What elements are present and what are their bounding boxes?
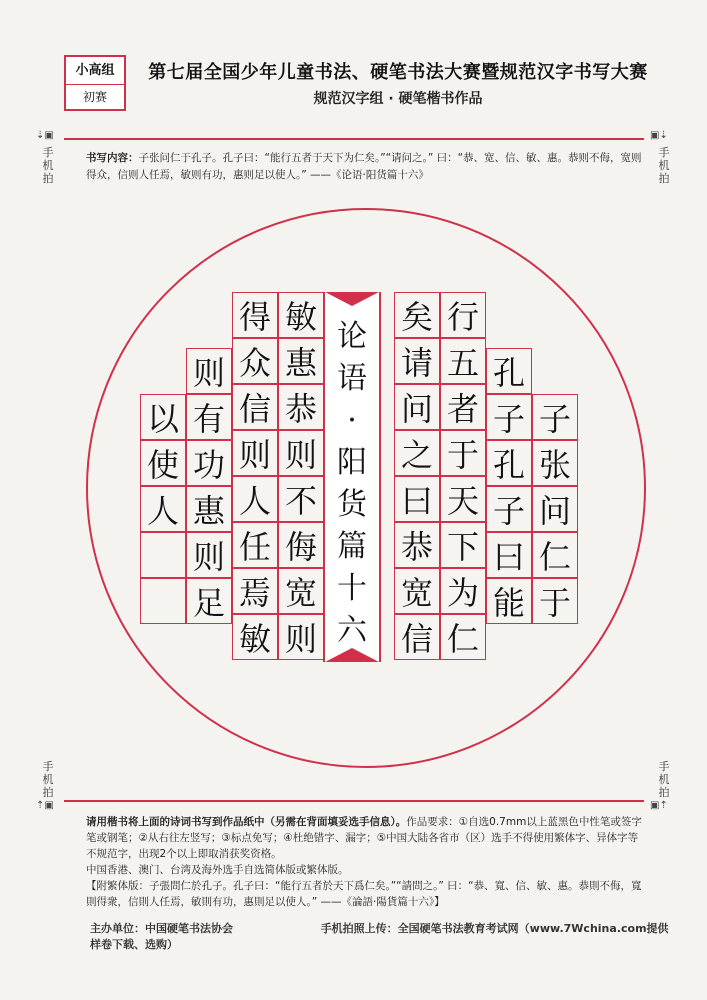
handwritten-char: 曰 [400, 482, 433, 520]
side-label-top-right: 手机拍 [658, 146, 670, 185]
handwritten-char: 孔 [492, 354, 525, 392]
footer [90, 920, 670, 952]
handwritten-char: 请 [400, 344, 433, 382]
handwritten-char: 信 [238, 390, 271, 428]
grid-cell [394, 476, 440, 522]
title-char: 十 [337, 571, 367, 606]
grid-cell [232, 430, 278, 476]
content-label: 书写内容： [86, 152, 139, 164]
page-title: 第七届全国少年儿童书法、硬笔书法大赛暨规范汉字书写大赛 [148, 62, 648, 83]
grid-cell [394, 292, 440, 338]
title-char: 货 [337, 487, 367, 522]
handwritten-char: 则 [284, 620, 317, 658]
side-label-bottom-left: 手机拍 [42, 760, 54, 799]
grid-cell [140, 440, 186, 486]
handwritten-char: 则 [284, 436, 317, 474]
handwritten-char: 使 [146, 446, 179, 484]
handwritten-char: 仁 [446, 620, 479, 658]
handwritten-char: 问 [538, 492, 571, 530]
instructions [86, 814, 646, 910]
top-divider [64, 138, 644, 140]
band-bottom-ornament [325, 648, 379, 662]
grid-cell [440, 384, 486, 430]
grid-cell [232, 338, 278, 384]
grid-cell [440, 476, 486, 522]
handwritten-char: 子 [492, 400, 525, 438]
handwritten-char: 能 [492, 584, 525, 622]
handwritten-char: 张 [538, 446, 571, 484]
handwritten-char: 恭 [284, 390, 317, 428]
writing-content [86, 150, 646, 184]
camera-icon: ⇡▣ [36, 800, 54, 811]
grid-cell [440, 614, 486, 660]
grid-cell [394, 614, 440, 660]
grid-cell [232, 384, 278, 430]
handwritten-char: 恭 [400, 528, 433, 566]
title-char: 论 [337, 319, 367, 354]
grid-cell [394, 384, 440, 430]
title-char: 篇 [337, 529, 367, 564]
instructions-lead: 请用楷书将上面的诗词书写到作品纸中（另需在背面填妥选手信息）。 [86, 816, 407, 828]
grid-cell [440, 338, 486, 384]
handwritten-char: 惠 [284, 344, 317, 382]
grid-cell [232, 292, 278, 338]
handwritten-char: 敏 [284, 298, 317, 336]
handwritten-char: 下 [446, 528, 479, 566]
grid-cell [278, 384, 324, 430]
grid-cell [278, 338, 324, 384]
handwritten-char: 孔 [492, 446, 525, 484]
grid-cell [232, 614, 278, 660]
grid-cell [532, 532, 578, 578]
handwritten-char: 天 [446, 482, 479, 520]
grid-cell [278, 568, 324, 614]
grid-cell [394, 338, 440, 384]
grid-cell [486, 394, 532, 440]
side-label-bottom-right: 手机拍 [658, 760, 670, 799]
footer-organizer: 主办单位：中国硬笔书法协会 [90, 922, 233, 935]
side-label-top-left: 手机拍 [42, 146, 54, 185]
grid-cell [186, 578, 232, 624]
grid-cell [532, 440, 578, 486]
grid-cell [440, 568, 486, 614]
handwritten-char: 有 [192, 400, 225, 438]
handwritten-char: 仁 [538, 538, 571, 576]
grid-cell [440, 430, 486, 476]
handwritten-char: 足 [192, 584, 225, 622]
grid-cell [232, 522, 278, 568]
handwritten-char: 子 [492, 492, 525, 530]
handwritten-char: 人 [238, 482, 271, 520]
handwritten-char: 问 [400, 390, 433, 428]
grid-cell [186, 348, 232, 394]
grid-cell [278, 430, 324, 476]
grid-cell [532, 578, 578, 624]
instructions-traditional: 【附繁体版：子張問仁於孔子。孔子曰：“能行五者於天下爲仁矣。”“請問之。” 曰：“恭、寬、信、敏、惠。恭則不侮，寬則得衆，信則人任焉，敏則有功，惠則足以使人。” ——《論語·陽貨篇十六》】 [86, 880, 642, 908]
handwritten-char: 任 [238, 528, 271, 566]
handwritten-char: 惠 [192, 492, 225, 530]
handwritten-char: 于 [538, 584, 571, 622]
handwritten-char: 以 [146, 400, 179, 438]
grid-cell [278, 522, 324, 568]
grid-cell [186, 486, 232, 532]
grid-cell [394, 568, 440, 614]
grid-cell [186, 440, 232, 486]
grid-cell [532, 486, 578, 532]
handwritten-char: 不 [284, 482, 317, 520]
handwritten-char: 功 [192, 446, 225, 484]
group-badge [64, 55, 126, 111]
grid-cell [186, 394, 232, 440]
grid-cell [140, 394, 186, 440]
handwritten-char: 侮 [284, 528, 317, 566]
instructions-requirements: 作品要求：①自选0.7mm以上蓝黑色中性笔或签字笔或钢笔；②从右往左竖写；③标点免写；④杜绝错字、漏字；⑤中国大陆各省市（区）选手不得使用繁体字、异体字等不规范字，出现2个以上即取消获奖资格。 [86, 816, 642, 860]
handwritten-char: 矣 [400, 298, 433, 336]
handwritten-char: 者 [446, 390, 479, 428]
band-top-ornament [325, 292, 379, 306]
title-char: · [347, 403, 357, 438]
handwritten-char: 为 [446, 574, 479, 612]
handwritten-char: 则 [192, 538, 225, 576]
handwritten-char: 宽 [400, 574, 433, 612]
grid-cell [440, 292, 486, 338]
handwritten-char: 子 [538, 400, 571, 438]
handwritten-char: 于 [446, 436, 479, 474]
grid-cell [486, 486, 532, 532]
handwritten-char: 则 [192, 354, 225, 392]
handwritten-char: 行 [446, 298, 479, 336]
handwritten-char: 五 [446, 344, 479, 382]
handwritten-char: 敏 [238, 620, 271, 658]
grid-cell [394, 522, 440, 568]
grid-cell [486, 578, 532, 624]
work-title-band [323, 292, 381, 662]
handwritten-char: 宽 [284, 574, 317, 612]
grid-cell [186, 532, 232, 578]
handwritten-char: 之 [400, 436, 433, 474]
handwritten-char: 得 [238, 298, 271, 336]
work-title [325, 316, 379, 652]
grid-cell [486, 348, 532, 394]
title-char: 阳 [337, 445, 367, 480]
handwritten-char: 则 [238, 436, 271, 474]
stage-label: 初赛 [82, 90, 107, 104]
handwritten-char: 众 [238, 344, 271, 382]
grid-cell [278, 476, 324, 522]
grid-cell [140, 486, 186, 532]
bottom-divider [64, 800, 644, 802]
title-char: 六 [337, 613, 367, 648]
grid-cell [486, 440, 532, 486]
footer-upload: 手机拍照上传：全国硬笔书法教育考试网（www.7Wchina.com提供样卷下载、选购） [90, 922, 669, 951]
grid-cell [394, 430, 440, 476]
instructions-hk: 中国香港、澳门、台湾及海外选手自选简体版或繁体版。 [86, 864, 349, 876]
handwritten-char: 人 [146, 492, 179, 530]
camera-icon: ⇣▣ [36, 130, 54, 141]
grid-cell [486, 532, 532, 578]
camera-icon: ▣⇡ [650, 800, 668, 811]
grid-cell [140, 532, 186, 578]
camera-icon: ▣⇣ [650, 130, 668, 141]
grid-cell [440, 522, 486, 568]
content-text: 子张问仁于孔子。孔子曰：“能行五者于天下为仁矣。”“请问之。” 曰：“恭、宽、信、敏、惠。恭则不侮，宽则得众，信则人任焉，敏则有功，惠则足以使人。” ——《论语·阳货篇十六》 [86, 152, 642, 181]
handwritten-char: 焉 [238, 574, 271, 612]
title-char: 语 [337, 361, 367, 396]
grid-cell [278, 292, 324, 338]
grid-cell [232, 568, 278, 614]
handwritten-char: 曰 [492, 538, 525, 576]
page-subtitle: 规范汉字组 · 硬笔楷书作品 [313, 91, 483, 107]
group-label: 小高组 [66, 57, 124, 85]
handwritten-char: 信 [400, 620, 433, 658]
grid-cell [140, 578, 186, 624]
grid-cell [278, 614, 324, 660]
grid-cell [232, 476, 278, 522]
grid-cell [532, 394, 578, 440]
